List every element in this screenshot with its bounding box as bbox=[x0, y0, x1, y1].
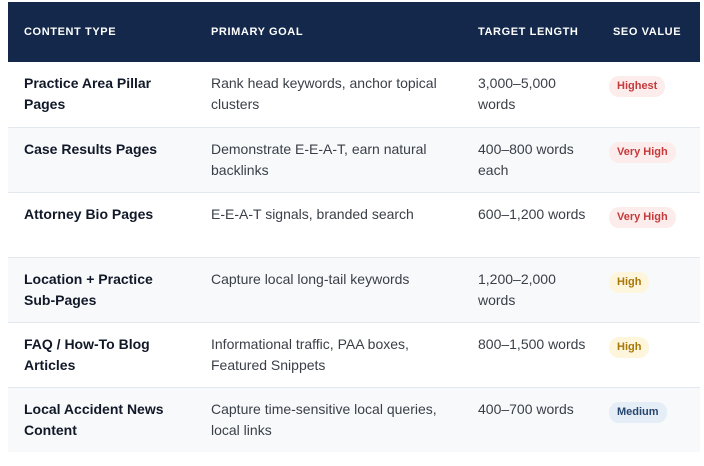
cell-seo-value bbox=[597, 62, 700, 127]
header-target-length: TARGET LENGTH bbox=[478, 25, 579, 38]
cell-target-length: 800–1,500 words bbox=[478, 335, 586, 352]
seo-value-badge: Very High bbox=[609, 207, 676, 228]
table-row bbox=[8, 387, 700, 452]
cell-content-type: Practice Area Pillar Pages bbox=[24, 75, 152, 112]
header-primary-goal: PRIMARY GOAL bbox=[211, 25, 304, 38]
cell-seo-value bbox=[597, 257, 700, 322]
table-row bbox=[8, 62, 700, 127]
seo-value-badge: Very High bbox=[609, 142, 676, 163]
seo-value-badge: Medium bbox=[609, 402, 667, 423]
cell-primary-goal: Demonstrate E-E-A-T, earn natural backlinks bbox=[211, 140, 427, 178]
cell-seo-value bbox=[597, 387, 700, 452]
cell-content-type: FAQ / How-To Blog Articles bbox=[24, 335, 150, 373]
cell-primary-goal: E-E-A-T signals, branded search bbox=[211, 205, 414, 222]
cell-content-type: Case Results Pages bbox=[24, 140, 158, 157]
table-row bbox=[8, 192, 700, 257]
seo-value-badge: Highest bbox=[609, 76, 665, 97]
header-content-type: CONTENT TYPE bbox=[24, 25, 117, 38]
cell-content-type: Location + Practice Sub-Pages bbox=[24, 270, 153, 308]
cell-primary-goal: Capture local long-tail keywords bbox=[211, 270, 410, 287]
table-header-row bbox=[8, 2, 700, 62]
seo-value-badge: High bbox=[609, 272, 649, 293]
cell-target-length: 600–1,200 words bbox=[478, 205, 586, 222]
cell-target-length: 1,200–2,000 words bbox=[478, 270, 556, 308]
table-row bbox=[8, 257, 700, 322]
cell-content-type: Attorney Bio Pages bbox=[24, 205, 154, 222]
cell-seo-value bbox=[597, 192, 700, 257]
cell-primary-goal: Informational traffic, PAA boxes, Featured Snippets bbox=[211, 335, 409, 373]
table-row bbox=[8, 127, 700, 192]
cell-seo-value bbox=[597, 127, 700, 192]
cell-target-length: 3,000–5,000 words bbox=[478, 75, 556, 112]
table-row bbox=[8, 322, 700, 387]
seo-value-badge: High bbox=[609, 337, 649, 358]
cell-content-type: Local Accident News Content bbox=[24, 400, 164, 438]
cell-target-length: 400–800 words each bbox=[478, 140, 574, 178]
cell-primary-goal: Capture time-sensitive local queries, local links bbox=[211, 400, 437, 438]
cell-target-length: 400–700 words bbox=[478, 400, 574, 417]
content-strategy-table bbox=[8, 2, 700, 452]
cell-primary-goal: Rank head keywords, anchor topical clusters bbox=[211, 75, 437, 112]
header-seo-value: SEO VALUE bbox=[613, 25, 682, 38]
content-strategy-table-container bbox=[8, 2, 700, 452]
cell-seo-value bbox=[597, 322, 700, 387]
